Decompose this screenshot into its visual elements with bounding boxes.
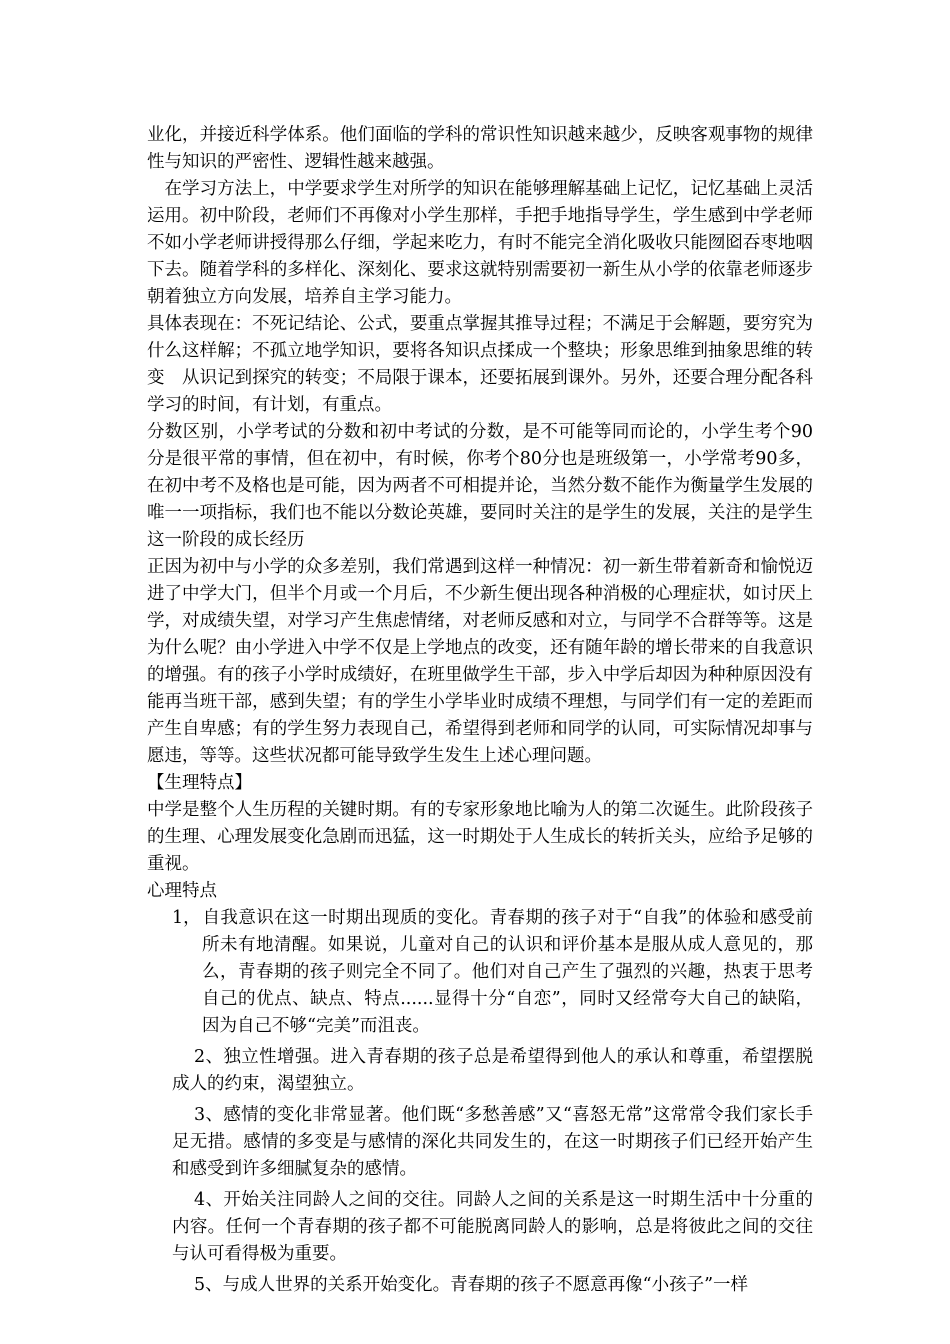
document-page xyxy=(147,122,813,1299)
list-number: 5 xyxy=(194,1275,206,1295)
list-text: 自我意识在这一时期出现质的变化。青春期的孩子对于“自我”的体验和感受前所未有地清醒。如果说，儿童对自己的认识和评价基本是服从成人意见的，那么，青春期的孩子则完全不同了。他们对自己产生了强烈的兴趣，热衷于思考自己的优点、缺点、特点......显得十分“自恋”，同时又经常夸大自己的缺陷，因为自己不够“完美”而沮丧。 xyxy=(202,908,813,1036)
list-number: 3 xyxy=(194,1105,206,1125)
paragraph-2: 在学习方法上，中学要求学生对所学的知识在能够理解基础上记忆，记忆基础上灵活运用。初中阶段，老师们不再像对小学生那样，手把手地指导学生，学生感到中学老师不如小学老师讲授得那么仔细，学起来吃力，有时不能完全消化吸收只能囫囵吞枣地咽下去。随着学科的多样化、深刻化、要求这就特别需要初一新生从小学的依靠老师逐步朝着独立方向发展，培养自主学习能力。 xyxy=(147,179,813,307)
list-text: 、感情的变化非常显著。他们既“多愁善感”又“喜怒无常”这常常令我们家长手足无措。感情的多变是与感情的深化共同发生的，在这一时期孩子们已经开始产生和感受到许多细腻复杂的感情。 xyxy=(172,1105,813,1179)
list-item-4 xyxy=(147,1187,813,1268)
list-number: 1， xyxy=(172,908,201,928)
list-text: 、开始关注同龄人之间的交往。同龄人之间的关系是这一时期生活中十分重的内容。任何一个青春期的孩子都不可能脱离同龄人的影响，总是将彼此之间的交往与认可看得极为重要。 xyxy=(172,1190,813,1264)
list-text: 、独立性增强。进入青春期的孩子总是希望得到他人的承认和尊重，希望摆脱成人的约束，渴望独立。 xyxy=(172,1047,813,1094)
heading-psychology: 心理特点 xyxy=(147,881,217,901)
list-text: 、与成人世界的关系开始变化。青春期的孩子不愿意再像“小孩子”一样 xyxy=(205,1275,749,1295)
list-item-1 xyxy=(147,905,813,1040)
list-item-2 xyxy=(147,1044,813,1098)
paragraph-3: 具体表现在：不死记结论、公式，要重点掌握其推导过程；不满足于会解题，要穷究为什么这样解；不孤立地学知识，要将各知识点揉成一个整块；形象思维到抽象思维的转变 从识记到探究的转变；不局限于课本，还要拓展到课外。另外，还要合理分配各科学习的时间，有计划，有重点。 xyxy=(147,314,813,415)
paragraph-5: 正因为初中与小学的众多差别，我们常遇到这样一种情况：初一新生带着新奇和愉悦迈进了中学大门，但半个月或一个月后，不少新生便出现各种消极的心理症状，如讨厌上学，对成绩失望，对学习产生焦虑情绪，对老师反感和对立，与同学不合群等等。这是为什么呢？由小学进入中学不仅是上学地点的改变，还有随年龄的增长带来的自我意识的增强。有的孩子小学时成绩好，在班里做学生干部，步入中学后却因为种种原因没有能再当班干部，感到失望；有的学生小学毕业时成绩不理想，与同学们有一定的差距而产生自卑感；有的学生努力表现自己，希望得到老师和同学的认同，可实际情况却事与愿违，等等。这些状况都可能导致学生发生上述心理问题。 xyxy=(147,557,813,766)
list-item-5 xyxy=(147,1272,813,1299)
heading-physiology: 【生理特点】 xyxy=(147,773,252,793)
paragraph-4: 分数区别，小学考试的分数和初中考试的分数，是不可能等同而论的，小学生考个90分是很平常的事情，但在初中，有时候，你考个80分也是班级第一，小学常考90多，在初中考不及格也是可能，因为两者不可相提并论，当然分数不能作为衡量学生发展的唯一一项指标，我们也不能以分数论英雄，要同时关注的是学生的发展，关注的是学生这一阶段的成长经历 xyxy=(147,422,813,550)
paragraph-6: 中学是整个人生历程的关键时期。有的专家形象地比喻为人的第二次诞生。此阶段孩子的生理、心理发展变化急剧而迅猛，这一时期处于人生成长的转折关头，应给予足够的重视。 xyxy=(147,800,813,874)
paragraph-1: 业化，并接近科学体系。他们面临的学科的常识性知识越来越少，反映客观事物的规律性与知识的严密性、逻辑性越来越强。 xyxy=(147,125,813,172)
list-number: 4 xyxy=(194,1190,206,1210)
list-item-3 xyxy=(147,1102,813,1183)
list-number: 2 xyxy=(194,1047,206,1067)
